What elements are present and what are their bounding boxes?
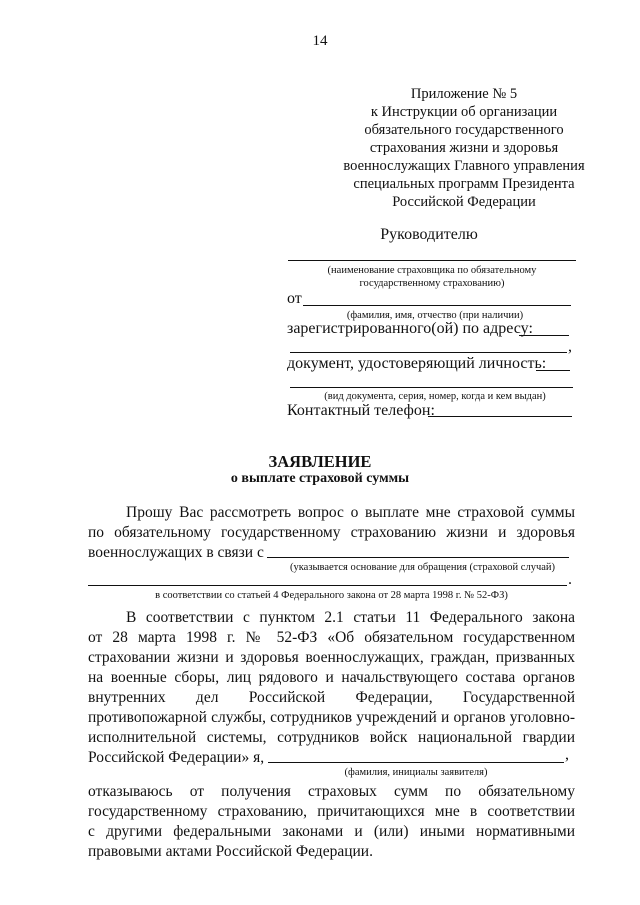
phone-line (428, 416, 572, 417)
insurer-hint-line: (наименование страховщика по обязательному (327, 265, 537, 276)
address-comma: , (568, 338, 572, 355)
appendix-block (320, 85, 608, 211)
request-line: Прошу Вас рассмотреть вопрос о выплате мне страховой суммы (126, 504, 575, 521)
appendix-line: страхования жизни и здоровья (369, 140, 559, 156)
refusal-tail-line: правовыми актами Российской Федерации. (88, 843, 373, 860)
insurer-name-line (288, 260, 576, 261)
request-line: по обязательному государственному страхованию жизни и здоровья (88, 524, 575, 541)
document-line-2 (290, 387, 573, 388)
appendix-line: Российской Федерации (392, 194, 536, 210)
from-label: от (287, 290, 302, 307)
phone-label: Контактный телефон: (287, 402, 435, 419)
reason-line (267, 557, 569, 558)
fio-hint: (фамилия, имя, отчество (при наличии) (346, 310, 524, 321)
refusal-tail-line: отказываюсь от получения страховых сумм по обязательному (88, 783, 575, 800)
insurer-hint (288, 264, 576, 290)
document-line (536, 370, 570, 371)
document-hint: (вид документа, серия, номер, когда и кем выдан) (324, 391, 546, 402)
refusal-line: от 28 марта 1998 г. № 52-ФЗ «Об обязательном государственном (88, 629, 575, 646)
addressee: Руководителю (380, 226, 478, 243)
appendix-line: к Инструкции об организации (370, 104, 558, 120)
law-hint: в соответствии со статьей 4 Федерального закона от 28 марта 1998 г. № 52-ФЗ) (155, 590, 508, 601)
refusal-line: внутренних дел Российской Федерации, Государственной (88, 689, 575, 706)
applicant-name-hint: (фамилия, инициалы заявителя) (344, 767, 488, 778)
appendix-line: Приложение № 5 (410, 86, 518, 102)
appendix-line: обязательного государственного (364, 122, 564, 138)
address-label: зарегистрированного(ой) по адресу: (287, 320, 533, 337)
address-line (519, 335, 569, 336)
refusal-line: противопожарной службы, сотрудников учреждений и органов уголовно- (88, 709, 575, 726)
refusal-line: страховании жизни и здоровья военнослужащих, граждан, призванных (88, 649, 575, 666)
reason-hint: (указывается основание для обращения (страховой случай) (289, 562, 556, 573)
appendix-line: военнослужащих Главного управления (343, 158, 585, 174)
page-number: 14 (312, 33, 328, 49)
refusal-tail-line: государственному страхованию, причитающихся мне в соответствии (88, 803, 575, 820)
statement-title: ЗАЯВЛЕНИЕ (268, 452, 372, 471)
statement-subtitle: о выплате страховой суммы (230, 471, 410, 486)
appendix-line: специальных программ Президента (353, 176, 575, 192)
applicant-comma: , (565, 746, 569, 763)
request-line: военнослужащих в связи с (88, 544, 264, 561)
refusal-tail-line: с другими федеральными законами и (или) иными нормативными (88, 823, 575, 840)
reason-line-2 (88, 585, 567, 586)
refusal-line: на военные сборы, лиц рядового и начальствующего состава органов (88, 669, 575, 686)
document-label: документ, удостоверяющий личность: (287, 355, 547, 372)
from-line (303, 305, 571, 306)
reason-period: . (568, 571, 572, 588)
refusal-line: В соответствии с пунктом 2.1 статьи 11 Федерального закона (126, 609, 575, 626)
refusal-line: Российской Федерации» я, (88, 749, 265, 766)
insurer-hint-line: государственному страхованию) (359, 278, 505, 289)
address-line-2 (290, 352, 567, 353)
refusal-line: исполнительной системы, сотрудников войск национальной гвардии (88, 729, 575, 746)
applicant-name-line (268, 762, 564, 763)
